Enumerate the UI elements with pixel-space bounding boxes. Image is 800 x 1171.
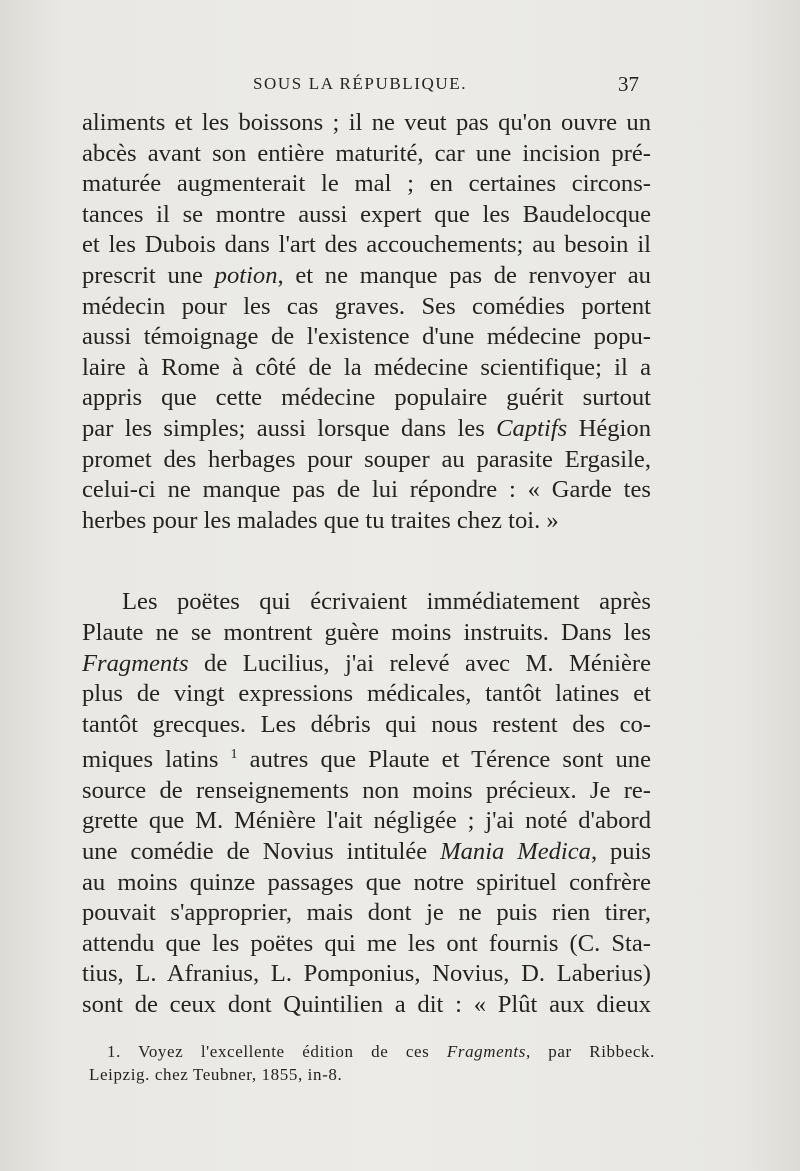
text-line: médecin pour les cas graves. Ses comédies portent bbox=[82, 292, 651, 320]
text-line: Les poëtes qui écrivaient immédiatement après bbox=[122, 588, 651, 616]
text-run: autres que Plaute et Térence sont une bbox=[237, 746, 651, 774]
text-line: pouvait s'approprier, mais dont je ne puis rien tirer, bbox=[82, 899, 651, 927]
text-line: laire à Rome à côté de la médecine scientifique; il a bbox=[82, 353, 651, 381]
footnote bbox=[89, 1040, 655, 1086]
text-run: de Lucilius, j'ai relevé avec M. Ménière bbox=[188, 649, 651, 677]
page-number: 37 bbox=[618, 72, 639, 96]
body-text bbox=[82, 108, 651, 1021]
italic-title: Captifs bbox=[496, 414, 568, 442]
paragraph-2 bbox=[82, 587, 651, 1020]
paragraph-1 bbox=[82, 108, 651, 536]
italic-title: Mania Medica bbox=[440, 838, 591, 866]
text-run: , et ne manque pas de renvoyer au bbox=[277, 261, 651, 289]
text-run: prescrit une bbox=[82, 261, 215, 289]
text-line: maturée augmenterait le mal ; en certaines circons- bbox=[82, 170, 651, 198]
text-line bbox=[82, 837, 651, 868]
text-line: tances il se montre aussi expert que les Baudelocque bbox=[82, 200, 651, 228]
text-line bbox=[82, 740, 651, 776]
text-run: une comédie de Novius intitulée bbox=[82, 838, 441, 866]
italic-term: potion bbox=[214, 261, 278, 289]
text-run: par les simples; aussi lorsque dans les bbox=[82, 414, 497, 442]
text-line: attendu que les poëtes qui me les ont fournis (C. Sta- bbox=[82, 929, 651, 957]
running-head: SOUS LA RÉPUBLIQUE. bbox=[253, 74, 468, 93]
paragraph-spacer bbox=[82, 536, 651, 587]
text-line: aliments et les boissons ; il ne veut pas qu'on ouvre un bbox=[82, 109, 651, 136]
text-line bbox=[82, 261, 651, 292]
text-line bbox=[82, 649, 651, 680]
text-line: plus de vingt expressions médicales, tantôt latines et bbox=[82, 680, 651, 708]
italic-title: Fragments bbox=[82, 649, 189, 677]
text-line: herbes pour les malades que tu traites chez toi. » bbox=[82, 506, 559, 534]
text-run: miques latins bbox=[82, 746, 231, 774]
text-line: tantôt grecques. Les débris qui nous restent des co- bbox=[82, 710, 651, 738]
text-line: Plaute ne se montrent guère moins instruits. Dans les bbox=[82, 618, 651, 646]
text-line: promet des herbages pour souper au parasite Ergasile, bbox=[82, 445, 651, 473]
text-run: 1. Voyez l'excellente édition de ces bbox=[107, 1042, 447, 1061]
text-run: Hégion bbox=[567, 414, 651, 442]
text-line: appris que cette médecine populaire guérit surtout bbox=[82, 384, 651, 412]
text-line: source de renseignements non moins précieux. Je re- bbox=[82, 776, 651, 804]
text-line: au moins quinze passages que notre spirituel confrère bbox=[82, 868, 651, 896]
text-line: sont de ceux dont Quintilien a dit : « Plût aux dieux bbox=[82, 991, 651, 1019]
footnote-line bbox=[89, 1040, 655, 1063]
text-line: abcès avant son entière maturité, car une incision pré- bbox=[82, 139, 651, 167]
text-line: celui-ci ne manque pas de lui répondre : « Garde tes bbox=[82, 476, 651, 504]
text-line: tius, L. Afranius, L. Pomponius, Novius, D. Laberius) bbox=[82, 960, 651, 988]
footnote-line: Leipzig. chez Teubner, 1855, in-8. bbox=[89, 1065, 343, 1084]
italic-title: Fragments bbox=[446, 1042, 526, 1061]
text-line: et les Dubois dans l'art des accouchements; au besoin il bbox=[82, 231, 651, 259]
footnote-marker: 1 bbox=[230, 747, 238, 763]
text-line: grette que M. Ménière l'ait négligée ; j'ai noté d'abord bbox=[82, 807, 651, 835]
text-line: aussi témoignage de l'existence d'une médecine popu- bbox=[82, 323, 651, 351]
text-line bbox=[82, 414, 651, 445]
text-run: , puis bbox=[590, 838, 651, 866]
text-run: , par Ribbeck. bbox=[525, 1042, 655, 1061]
